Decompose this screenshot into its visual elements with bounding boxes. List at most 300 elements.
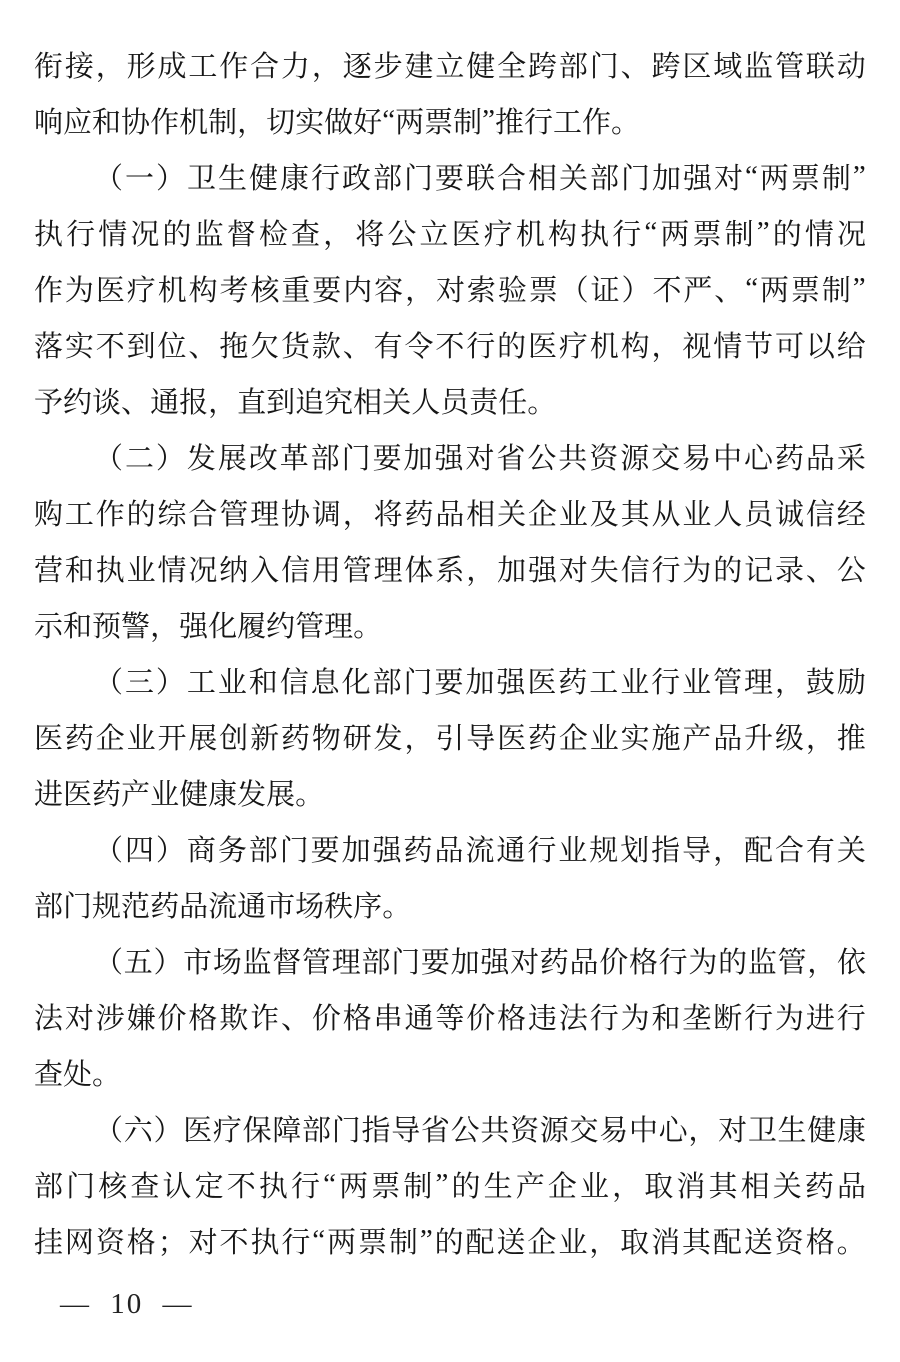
glyph: 加 <box>652 162 682 195</box>
glyph: 工 <box>64 498 94 531</box>
glyph: 业 <box>558 498 588 531</box>
glyph: 为 <box>620 1002 650 1035</box>
glyph: 违 <box>528 1002 558 1035</box>
glyph: 业 <box>589 722 619 755</box>
glyph: 交 <box>651 442 681 475</box>
glyph: 全 <box>497 50 527 83</box>
glyph: 卫 <box>747 1114 777 1147</box>
glyph: 易 <box>682 442 712 475</box>
glyph: 视 <box>682 330 712 363</box>
glyph: 其 <box>682 1226 712 1259</box>
glyph: 部 <box>310 442 340 475</box>
glyph: 产 <box>515 1170 545 1203</box>
glyph: 发 <box>237 778 267 811</box>
glyph: 。 <box>527 386 557 419</box>
glyph: 格 <box>805 1226 835 1259</box>
glyph: 资 <box>774 1226 804 1259</box>
glyph: 相 <box>528 162 558 195</box>
glyph: 容 <box>374 274 404 307</box>
glyph: 化 <box>341 666 371 699</box>
glyph: 工 <box>186 666 216 699</box>
glyph: ， <box>342 498 372 531</box>
glyph: 两 <box>660 218 690 251</box>
glyph: 为 <box>682 554 712 587</box>
glyph: 对 <box>510 946 540 979</box>
glyph: 欺 <box>219 1002 249 1035</box>
text-line <box>34 596 866 652</box>
glyph: 部 <box>373 162 403 195</box>
glyph: 情 <box>713 330 743 363</box>
glyph: 产 <box>682 722 712 755</box>
text-line <box>34 260 866 316</box>
glyph: 管 <box>713 666 743 699</box>
glyph: 人 <box>713 498 743 531</box>
glyph: ， <box>405 274 435 307</box>
glyph: 监 <box>744 50 774 83</box>
glyph: 推 <box>836 722 866 755</box>
glyph: 信 <box>620 554 650 587</box>
glyph: 内 <box>343 274 373 307</box>
glyph: ， <box>95 50 125 83</box>
glyph: 定 <box>194 1170 224 1203</box>
glyph: 机 <box>157 274 187 307</box>
glyph: 企 <box>527 1226 557 1259</box>
glyph: 门 <box>403 666 433 699</box>
glyph: 系 <box>435 554 465 587</box>
glyph: 价 <box>157 1002 187 1035</box>
glyph: 对 <box>435 274 465 307</box>
glyph: 为 <box>64 274 94 307</box>
glyph: 记 <box>744 554 774 587</box>
glyph: 药 <box>150 890 180 923</box>
glyph: 诈 <box>250 1002 280 1035</box>
glyph: 形 <box>126 50 156 83</box>
glyph: 落 <box>34 330 64 363</box>
glyph: 业 <box>558 1226 588 1259</box>
text-line <box>34 372 866 428</box>
glyph: 药 <box>92 778 122 811</box>
glyph: 业 <box>126 554 156 587</box>
glyph: 管 <box>342 554 372 587</box>
glyph: 疗 <box>483 218 513 251</box>
glyph: 研 <box>342 722 372 755</box>
glyph: 对 <box>718 1114 748 1147</box>
glyph: 药 <box>539 946 569 979</box>
glyph: 的 <box>772 218 802 251</box>
glyph: 格 <box>342 1002 372 1035</box>
glyph: 监 <box>747 946 777 979</box>
glyph: 和 <box>92 106 122 139</box>
glyph: 进 <box>805 1002 835 1035</box>
glyph: 购 <box>34 498 64 531</box>
glyph: 到 <box>266 386 296 419</box>
glyph: ” <box>852 271 866 304</box>
glyph: 康 <box>208 778 238 811</box>
glyph: 两 <box>395 106 425 139</box>
glyph: 预 <box>92 610 122 643</box>
glyph: 、 <box>714 274 744 307</box>
glyph: 企 <box>547 1170 577 1203</box>
glyph: 的 <box>434 1226 464 1259</box>
glyph: 资 <box>95 1226 125 1259</box>
glyph: 部 <box>361 946 391 979</box>
glyph: 行 <box>836 1002 866 1035</box>
glyph: 垄 <box>682 1002 712 1035</box>
glyph: （ <box>94 946 124 979</box>
glyph: 制 <box>403 1170 433 1203</box>
glyph: 鼓 <box>805 666 835 699</box>
glyph: 划 <box>620 834 650 867</box>
glyph: ， <box>208 386 238 419</box>
glyph: ， <box>807 946 837 979</box>
glyph: 卫 <box>187 162 217 195</box>
glyph: 部 <box>302 1114 332 1147</box>
glyph: 药 <box>774 442 804 475</box>
glyph: 政 <box>342 162 372 195</box>
glyph: 生 <box>483 1170 513 1203</box>
glyph: 实 <box>64 330 94 363</box>
glyph: 通 <box>237 890 267 923</box>
glyph: 强 <box>434 442 464 475</box>
glyph: （ <box>94 666 124 699</box>
text-line <box>34 92 866 148</box>
glyph: 医 <box>34 722 64 755</box>
glyph: 立 <box>435 50 465 83</box>
glyph: 门 <box>66 1170 96 1203</box>
glyph: 和 <box>63 610 93 643</box>
glyph: 行 <box>524 106 554 139</box>
paragraph <box>34 932 866 1100</box>
glyph: 加 <box>450 946 480 979</box>
glyph: 五 <box>123 946 153 979</box>
glyph: 指 <box>361 1114 391 1147</box>
paragraph <box>34 36 866 148</box>
glyph: 革 <box>279 442 309 475</box>
glyph: 其 <box>620 498 650 531</box>
glyph: 合 <box>774 834 804 867</box>
glyph: 不 <box>95 330 125 363</box>
glyph: 制 <box>208 106 238 139</box>
glyph: ， <box>688 1114 718 1147</box>
glyph: 的 <box>162 218 192 251</box>
glyph: 应 <box>63 106 93 139</box>
glyph: 和 <box>651 1002 681 1035</box>
glyph: 源 <box>620 442 650 475</box>
glyph: 处 <box>63 1058 93 1091</box>
glyph: 挂 <box>34 1226 64 1259</box>
text-line <box>34 1212 866 1268</box>
glyph: 将 <box>373 498 403 531</box>
glyph: 协 <box>121 106 151 139</box>
glyph: ， <box>150 610 180 643</box>
glyph: 业 <box>558 834 588 867</box>
glyph: 息 <box>310 666 340 699</box>
text-line <box>34 484 866 540</box>
glyph: 节 <box>744 330 774 363</box>
glyph: 门 <box>404 162 434 195</box>
glyph: 规 <box>589 834 619 867</box>
glyph: 任 <box>498 386 528 419</box>
glyph: 入 <box>250 554 280 587</box>
glyph: 通 <box>496 834 526 867</box>
glyph: 建 <box>404 50 434 83</box>
text-line <box>34 36 866 92</box>
glyph: 送 <box>496 1226 526 1259</box>
glyph: 录 <box>775 554 805 587</box>
glyph: 从 <box>651 498 681 531</box>
glyph: 票 <box>424 106 454 139</box>
glyph: 给 <box>836 330 866 363</box>
glyph: （ <box>94 162 124 195</box>
glyph: 索 <box>466 274 496 307</box>
glyph: 切 <box>266 106 296 139</box>
glyph: 执 <box>580 218 610 251</box>
glyph: 加 <box>465 666 495 699</box>
glyph: 配 <box>744 834 774 867</box>
glyph: ） <box>153 946 183 979</box>
glyph: 品 <box>713 722 743 755</box>
glyph: 关 <box>497 498 527 531</box>
glyph: 的 <box>126 498 156 531</box>
glyph: 经 <box>836 498 866 531</box>
glyph: 员 <box>440 386 470 419</box>
glyph: 管 <box>219 498 249 531</box>
glyph: 法 <box>34 1002 64 1035</box>
glyph: 。 <box>611 106 641 139</box>
glyph: 位 <box>157 330 187 363</box>
glyph: 导 <box>466 722 496 755</box>
text-line <box>34 820 866 876</box>
glyph: 欠 <box>250 330 280 363</box>
glyph: 人 <box>411 386 441 419</box>
glyph: 证 <box>590 274 620 307</box>
glyph: 要 <box>310 834 340 867</box>
glyph: 跨 <box>651 50 681 83</box>
glyph: 、 <box>281 1002 311 1035</box>
glyph: 励 <box>836 666 866 699</box>
glyph: 管 <box>302 946 332 979</box>
glyph: 工 <box>553 106 583 139</box>
glyph: 核 <box>98 1170 128 1203</box>
glyph: 作 <box>582 106 612 139</box>
glyph: 康 <box>836 1114 866 1147</box>
glyph: 业 <box>579 1170 609 1203</box>
glyph: 产 <box>121 778 151 811</box>
page-number: — 10 — <box>60 1288 194 1320</box>
glyph: 康 <box>280 162 310 195</box>
glyph: 警 <box>121 610 151 643</box>
glyph: 立 <box>419 218 449 251</box>
glyph: 引 <box>435 722 465 755</box>
glyph: 制 <box>388 1226 418 1259</box>
glyph: 二 <box>124 442 154 475</box>
glyph: 品 <box>434 834 464 867</box>
glyph: 认 <box>162 1170 192 1203</box>
glyph: 业 <box>682 498 712 531</box>
glyph: 体 <box>404 554 434 587</box>
glyph: 协 <box>281 498 311 531</box>
glyph: 开 <box>157 722 187 755</box>
glyph: 逐 <box>342 50 372 83</box>
glyph: “ <box>745 159 758 192</box>
glyph: 共 <box>480 1114 510 1147</box>
glyph: 纳 <box>219 554 249 587</box>
glyph: 督 <box>272 946 302 979</box>
glyph: 省 <box>420 1114 450 1147</box>
glyph: 其 <box>708 1170 738 1203</box>
text-line <box>34 148 866 204</box>
glyph: ” <box>756 215 770 248</box>
glyph: 价 <box>599 946 629 979</box>
glyph: 串 <box>373 1002 403 1035</box>
glyph: 货 <box>281 330 311 363</box>
glyph: 公 <box>836 554 866 587</box>
glyph: 部 <box>34 890 64 923</box>
glyph: 情 <box>157 554 187 587</box>
glyph: 考 <box>219 274 249 307</box>
glyph: （ <box>559 274 589 307</box>
glyph: 将 <box>355 218 385 251</box>
glyph: ） <box>155 834 185 867</box>
glyph: 送 <box>743 1226 773 1259</box>
glyph: 健 <box>807 1114 837 1147</box>
glyph: 。 <box>836 1226 866 1259</box>
glyph: 价 <box>311 1002 341 1035</box>
glyph: 、 <box>620 50 650 83</box>
glyph: 相 <box>466 498 496 531</box>
glyph: 况 <box>130 218 160 251</box>
glyph: 易 <box>599 1114 629 1147</box>
glyph: 务 <box>217 834 247 867</box>
glyph: ， <box>466 554 496 587</box>
glyph: 机 <box>589 330 619 363</box>
glyph: 相 <box>353 386 383 419</box>
glyph: 关 <box>836 834 866 867</box>
glyph: 导 <box>682 834 712 867</box>
glyph: 改 <box>248 442 278 475</box>
glyph: 强 <box>528 554 558 587</box>
glyph: 两 <box>327 1226 357 1259</box>
glyph: 心 <box>658 1114 688 1147</box>
glyph: 对 <box>64 1002 94 1035</box>
glyph: 、 <box>188 330 218 363</box>
glyph: 关 <box>559 162 589 195</box>
glyph: 示 <box>34 610 64 643</box>
glyph: 员 <box>744 498 774 531</box>
glyph: 公 <box>450 1114 480 1147</box>
glyph: 直 <box>237 386 267 419</box>
glyph: 门 <box>589 50 619 83</box>
text-line <box>34 204 866 260</box>
glyph: ； <box>157 1226 187 1259</box>
glyph: 拖 <box>219 330 249 363</box>
text-line <box>34 428 866 484</box>
glyph: 要 <box>312 274 342 307</box>
glyph: 加 <box>497 554 527 587</box>
glyph: ） <box>156 162 186 195</box>
glyph: 业 <box>682 666 712 699</box>
glyph: “ <box>382 103 396 136</box>
glyph: 严 <box>683 274 713 307</box>
glyph: 联 <box>466 162 496 195</box>
glyph: “ <box>644 215 658 248</box>
glyph: 通 <box>150 386 180 419</box>
glyph: 保 <box>242 1114 272 1147</box>
glyph: 取 <box>620 1226 650 1259</box>
glyph: （ <box>94 1114 124 1147</box>
glyph: 接 <box>64 50 94 83</box>
glyph: 步 <box>373 50 403 83</box>
glyph: ， <box>774 666 804 699</box>
glyph: 市 <box>266 890 296 923</box>
glyph: 展 <box>266 778 296 811</box>
glyph: 序 <box>353 890 383 923</box>
glyph: 管 <box>295 610 325 643</box>
glyph: 理 <box>324 610 354 643</box>
glyph: 加 <box>403 442 433 475</box>
glyph: 门 <box>341 442 371 475</box>
glyph: ” <box>852 159 866 192</box>
glyph: 发 <box>373 722 403 755</box>
text-line <box>34 988 866 1044</box>
glyph: 的 <box>451 1170 481 1203</box>
glyph: 工 <box>188 50 218 83</box>
glyph: 执 <box>258 1170 288 1203</box>
glyph: 依 <box>836 946 866 979</box>
glyph: 以 <box>805 330 835 363</box>
glyph: 配 <box>712 1226 742 1259</box>
glyph: 品 <box>435 498 465 531</box>
glyph: 业 <box>150 778 180 811</box>
glyph: 四 <box>124 834 154 867</box>
glyph: 企 <box>558 722 588 755</box>
glyph: 诚 <box>775 498 805 531</box>
text-line <box>34 1156 866 1212</box>
glyph: 商 <box>186 834 216 867</box>
glyph: 共 <box>558 442 588 475</box>
glyph: 法 <box>558 1002 588 1035</box>
glyph: 管 <box>775 50 805 83</box>
glyph: 作 <box>219 50 249 83</box>
glyph: 部 <box>558 50 588 83</box>
glyph: ） <box>153 1114 183 1147</box>
glyph: 六 <box>123 1114 153 1147</box>
glyph: 行 <box>651 666 681 699</box>
glyph: 的 <box>497 330 527 363</box>
glyph: 不 <box>435 330 465 363</box>
text-line <box>34 1044 866 1100</box>
glyph: 衔 <box>34 50 64 83</box>
glyph: ， <box>612 1170 642 1203</box>
glyph: 执 <box>34 218 64 251</box>
glyph: 为 <box>688 946 718 979</box>
glyph: 行 <box>311 162 341 195</box>
glyph: 市 <box>183 946 213 979</box>
glyph: 行 <box>658 946 688 979</box>
glyph: ， <box>651 330 681 363</box>
paragraph <box>34 428 866 652</box>
glyph: 强 <box>372 834 402 867</box>
glyph: 资 <box>589 442 619 475</box>
glyph: 医 <box>451 218 481 251</box>
glyph: ， <box>237 106 267 139</box>
glyph: 对 <box>714 162 744 195</box>
glyph: 品 <box>569 946 599 979</box>
glyph: 责 <box>469 386 499 419</box>
glyph: 执 <box>95 554 125 587</box>
text-line <box>34 708 866 764</box>
glyph: 化 <box>208 610 238 643</box>
